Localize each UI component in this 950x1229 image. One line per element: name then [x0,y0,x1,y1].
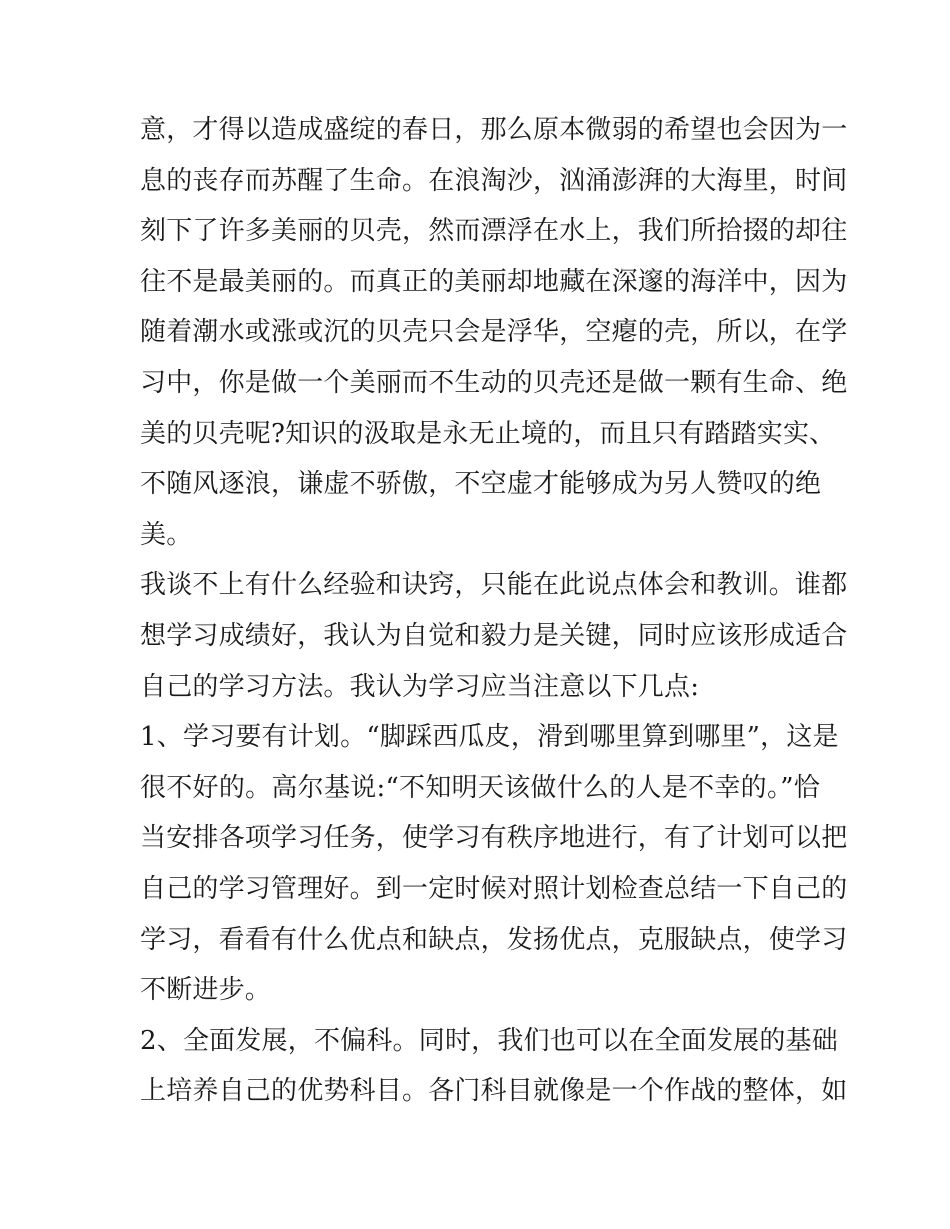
text-line: 想学习成绩好，我认为自觉和毅力是关键，同时应该形成适合 [140,620,848,651]
text-line: 意，才得以造成盛绽的春日，那么原本微弱的希望也会因为一 [140,115,848,145]
text-line: 当安排各项学习任务，使学习有秩序地进行，有了计划可以把 [140,823,848,854]
text-line: 美。 [140,519,193,550]
text-line: 刻下了许多美丽的贝壳，然而漂浮在水上，我们所拾掇的却往 [140,216,848,247]
text-line: 上培养自己的优势科目。各门科目就像是一个作战的整体，如 [140,1076,848,1107]
text-line: 自己的学习管理好。到一定时候对照计划检查总结一下自己的 [140,873,848,904]
text-line: 不随风逐浪，谦虚不骄傲，不空虚才能够成为另人赞叹的绝 [140,469,822,500]
essay-body [140,105,848,1117]
text-line: 往不是最美丽的。而真正的美丽却地藏在深邃的海洋中，因为 [140,266,848,297]
text-line: 很不好的。高尔基说:“不知明天该做什么的人是不幸的。”恰 [140,772,820,803]
text-line: 2、全面发展，不偏科。同时，我们也可以在全面发展的基础 [140,1025,838,1056]
text-line: 学习，看看有什么优点和缺点，发扬优点，克服缺点，使学习 [140,924,848,955]
text-line: 随着潮水或涨或沉的贝壳只会是浮华，空瘪的壳，所以，在学 [140,317,848,348]
text-line: 我谈不上有什么经验和诀窍，只能在此说点体会和教训。谁都 [140,570,848,601]
text-line: 美的贝壳呢?知识的汲取是永无止境的，而且只有踏踏实实、 [140,418,836,449]
text-line: 息的丧存而苏醒了生命。在浪淘沙，汹涌澎湃的大海里，时间 [140,165,848,196]
text-line: 1、学习要有计划。“脚踩西瓜皮，滑到哪里算到哪里”，这是 [140,722,839,753]
text-line: 自己的学习方法。我认为学习应当注意以下几点: [140,671,700,702]
text-line: 习中，你是做一个美丽而不生动的贝壳还是做一颗有生命、绝 [140,367,848,398]
text-line: 不断进步。 [140,975,272,1006]
